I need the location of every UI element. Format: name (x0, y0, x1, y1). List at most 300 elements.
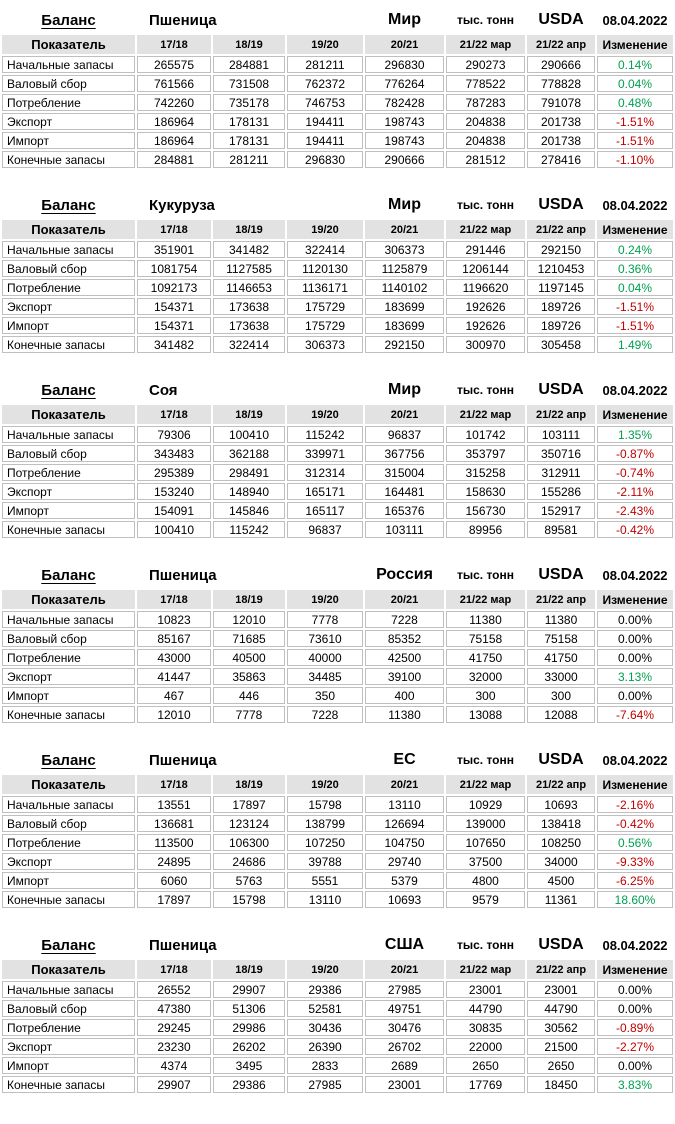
balance-table (0, 930, 675, 1095)
change-cell: -2.43% (597, 502, 673, 519)
value-cell: 30476 (365, 1019, 444, 1036)
commodity-title: Кукуруза (149, 196, 215, 214)
change-cell: -0.42% (597, 521, 673, 538)
value-cell: 746753 (287, 94, 363, 111)
value-cell: 1136171 (287, 279, 363, 296)
change-cell: 0.00% (597, 1000, 673, 1017)
value-cell: 39788 (287, 853, 363, 870)
value-cell: 40500 (213, 649, 285, 666)
value-cell: 10929 (446, 796, 525, 813)
column-header: 21/22 апр (527, 775, 595, 794)
change-cell: 0.56% (597, 834, 673, 851)
value-cell: 296830 (287, 151, 363, 168)
column-header: Изменение (597, 405, 673, 424)
indicator-cell: Конечные запасы (2, 1076, 135, 1093)
value-cell: 12010 (137, 706, 211, 723)
column-header: Изменение (597, 35, 673, 54)
column-header: 21/22 апр (527, 220, 595, 239)
balance-title-text: Баланс (41, 11, 96, 29)
value-cell: 175729 (287, 298, 363, 315)
commodity-title: Пшеница (149, 11, 217, 29)
value-cell: 341482 (213, 241, 285, 258)
change-cell: -1.51% (597, 132, 673, 149)
value-cell: 5763 (213, 872, 285, 889)
value-cell: 265575 (137, 56, 211, 73)
change-cell: 0.14% (597, 56, 673, 73)
indicator-cell: Импорт (2, 132, 135, 149)
value-cell: 467 (137, 687, 211, 704)
column-header: 18/19 (213, 405, 285, 424)
value-cell: 40000 (287, 649, 363, 666)
column-header: 21/22 апр (527, 960, 595, 979)
header-row (2, 775, 673, 794)
source-label: USDA (538, 11, 584, 28)
balance-table (0, 5, 675, 170)
value-cell: 284881 (137, 151, 211, 168)
table-row (2, 75, 673, 92)
column-header: Показатель (2, 590, 135, 609)
report-date: 08.04.2022 (602, 197, 668, 213)
column-header: 21/22 апр (527, 35, 595, 54)
change-cell: 0.24% (597, 241, 673, 258)
value-cell: 9579 (446, 891, 525, 908)
value-cell: 75158 (527, 630, 595, 647)
indicator-cell: Валовый сбор (2, 260, 135, 277)
change-cell: -1.51% (597, 113, 673, 130)
value-cell: 154371 (137, 298, 211, 315)
value-cell: 2650 (527, 1057, 595, 1074)
value-cell: 290273 (446, 56, 525, 73)
value-cell: 30562 (527, 1019, 595, 1036)
value-cell: 204838 (446, 113, 525, 130)
change-cell: 0.00% (597, 611, 673, 628)
value-cell: 152917 (527, 502, 595, 519)
value-cell: 43000 (137, 649, 211, 666)
column-header: 21/22 апр (527, 405, 595, 424)
column-header: 21/22 апр (527, 590, 595, 609)
value-cell: 295389 (137, 464, 211, 481)
change-cell: -1.51% (597, 298, 673, 315)
change-cell: -0.74% (597, 464, 673, 481)
value-cell: 89956 (446, 521, 525, 538)
change-cell: 0.48% (597, 94, 673, 111)
value-cell: 315258 (446, 464, 525, 481)
change-cell: -2.27% (597, 1038, 673, 1055)
column-header: 17/18 (137, 35, 211, 54)
value-cell: 26552 (137, 981, 211, 998)
balance-report (0, 5, 675, 1095)
value-cell: 37500 (446, 853, 525, 870)
indicator-cell: Конечные запасы (2, 706, 135, 723)
value-cell: 108250 (527, 834, 595, 851)
value-cell: 104750 (365, 834, 444, 851)
value-cell: 107250 (287, 834, 363, 851)
balance-title (2, 192, 135, 218)
balance-title-text: Баланс (41, 936, 96, 954)
title-row (2, 7, 673, 33)
value-cell: 10823 (137, 611, 211, 628)
value-cell: 158630 (446, 483, 525, 500)
header-row (2, 590, 673, 609)
value-cell: 7778 (287, 611, 363, 628)
change-cell: 3.13% (597, 668, 673, 685)
value-cell: 300970 (446, 336, 525, 353)
column-header: 17/18 (137, 590, 211, 609)
value-cell: 312314 (287, 464, 363, 481)
balance-title-text: Баланс (41, 566, 96, 584)
value-cell: 85167 (137, 630, 211, 647)
value-cell: 2650 (446, 1057, 525, 1074)
value-cell: 1081754 (137, 260, 211, 277)
value-cell: 27985 (365, 981, 444, 998)
value-cell: 742260 (137, 94, 211, 111)
value-cell: 17897 (213, 796, 285, 813)
value-cell: 7228 (287, 706, 363, 723)
table-row (2, 445, 673, 462)
commodity-title: Пшеница (149, 751, 217, 769)
value-cell: 100410 (213, 426, 285, 443)
value-cell: 290666 (527, 56, 595, 73)
value-cell: 5379 (365, 872, 444, 889)
column-header: 21/22 мар (446, 960, 525, 979)
value-cell: 154371 (137, 317, 211, 334)
table-row (2, 483, 673, 500)
column-header: 19/20 (287, 775, 363, 794)
value-cell: 278416 (527, 151, 595, 168)
indicator-cell: Начальные запасы (2, 981, 135, 998)
column-header: Показатель (2, 405, 135, 424)
region-title: Россия (376, 566, 433, 583)
value-cell: 11380 (365, 706, 444, 723)
change-cell: -2.16% (597, 796, 673, 813)
value-cell: 735178 (213, 94, 285, 111)
change-cell: 0.00% (597, 630, 673, 647)
value-cell: 71685 (213, 630, 285, 647)
value-cell: 281512 (446, 151, 525, 168)
value-cell: 201738 (527, 113, 595, 130)
value-cell: 34485 (287, 668, 363, 685)
column-header: Изменение (597, 220, 673, 239)
indicator-cell: Потребление (2, 464, 135, 481)
value-cell: 34000 (527, 853, 595, 870)
indicator-cell: Конечные запасы (2, 891, 135, 908)
balance-title (2, 747, 135, 773)
value-cell: 113500 (137, 834, 211, 851)
value-cell: 75158 (446, 630, 525, 647)
table-row (2, 853, 673, 870)
table-row (2, 336, 673, 353)
balance-table (0, 375, 675, 540)
column-header: 20/21 (365, 35, 444, 54)
indicator-cell: Валовый сбор (2, 1000, 135, 1017)
title-row (2, 747, 673, 773)
value-cell: 362188 (213, 445, 285, 462)
table-row (2, 426, 673, 443)
balance-title-text: Баланс (41, 381, 96, 399)
value-cell: 367756 (365, 445, 444, 462)
table-row (2, 891, 673, 908)
change-cell: -1.10% (597, 151, 673, 168)
region-title: Мир (388, 196, 421, 213)
column-header: 20/21 (365, 405, 444, 424)
table-row (2, 113, 673, 130)
value-cell: 49751 (365, 1000, 444, 1017)
value-cell: 343483 (137, 445, 211, 462)
table-row (2, 630, 673, 647)
value-cell: 29986 (213, 1019, 285, 1036)
value-cell: 13088 (446, 706, 525, 723)
change-cell: -0.89% (597, 1019, 673, 1036)
column-header: 19/20 (287, 590, 363, 609)
column-header: 18/19 (213, 775, 285, 794)
value-cell: 13110 (287, 891, 363, 908)
balance-title (2, 932, 135, 958)
value-cell: 7778 (213, 706, 285, 723)
report-date: 08.04.2022 (602, 382, 668, 398)
indicator-cell: Конечные запасы (2, 521, 135, 538)
value-cell: 1146653 (213, 279, 285, 296)
table-row (2, 279, 673, 296)
indicator-cell: Экспорт (2, 1038, 135, 1055)
value-cell: 17897 (137, 891, 211, 908)
indicator-cell: Импорт (2, 687, 135, 704)
value-cell: 1210453 (527, 260, 595, 277)
value-cell: 165376 (365, 502, 444, 519)
column-header: 19/20 (287, 220, 363, 239)
header-row (2, 405, 673, 424)
column-header: 21/22 мар (446, 220, 525, 239)
indicator-cell: Валовый сбор (2, 445, 135, 462)
balance-title-text: Баланс (41, 196, 96, 214)
value-cell: 154091 (137, 502, 211, 519)
header-row (2, 35, 673, 54)
table-row (2, 298, 673, 315)
region-title: ЕС (393, 751, 416, 768)
column-header: 18/19 (213, 590, 285, 609)
value-cell: 175729 (287, 317, 363, 334)
value-cell: 17769 (446, 1076, 525, 1093)
value-cell: 11380 (527, 611, 595, 628)
indicator-cell: Экспорт (2, 853, 135, 870)
value-cell: 761566 (137, 75, 211, 92)
value-cell: 79306 (137, 426, 211, 443)
region-title: Мир (388, 381, 421, 398)
value-cell: 30835 (446, 1019, 525, 1036)
table-row (2, 872, 673, 889)
value-cell: 281211 (213, 151, 285, 168)
value-cell: 139000 (446, 815, 525, 832)
table-row (2, 94, 673, 111)
indicator-cell: Начальные запасы (2, 611, 135, 628)
value-cell: 103111 (527, 426, 595, 443)
value-cell: 291446 (446, 241, 525, 258)
column-header: Показатель (2, 220, 135, 239)
table-row (2, 317, 673, 334)
value-cell: 15798 (287, 796, 363, 813)
indicator-cell: Экспорт (2, 113, 135, 130)
balance-table (0, 190, 675, 355)
indicator-cell: Потребление (2, 1019, 135, 1036)
source-label: USDA (538, 936, 584, 953)
commodity-title: Пшеница (149, 566, 217, 584)
value-cell: 27985 (287, 1076, 363, 1093)
value-cell: 96837 (365, 426, 444, 443)
change-cell: -0.42% (597, 815, 673, 832)
column-header: 18/19 (213, 960, 285, 979)
value-cell: 2833 (287, 1057, 363, 1074)
table-row (2, 1038, 673, 1055)
value-cell: 29386 (287, 981, 363, 998)
value-cell: 145846 (213, 502, 285, 519)
region-title: США (384, 936, 425, 953)
unit-label: тыс. тонн (457, 753, 515, 767)
change-cell: -0.87% (597, 445, 673, 462)
source-label: USDA (538, 751, 584, 768)
value-cell: 350 (287, 687, 363, 704)
value-cell: 10693 (365, 891, 444, 908)
indicator-cell: Потребление (2, 834, 135, 851)
indicator-cell: Конечные запасы (2, 151, 135, 168)
indicator-cell: Экспорт (2, 668, 135, 685)
value-cell: 73610 (287, 630, 363, 647)
balance-title (2, 7, 135, 33)
value-cell: 1125879 (365, 260, 444, 277)
value-cell: 41750 (446, 649, 525, 666)
value-cell: 35863 (213, 668, 285, 685)
value-cell: 315004 (365, 464, 444, 481)
column-header: 19/20 (287, 960, 363, 979)
value-cell: 1127585 (213, 260, 285, 277)
title-row (2, 562, 673, 588)
value-cell: 42500 (365, 649, 444, 666)
value-cell: 18450 (527, 1076, 595, 1093)
indicator-cell: Валовый сбор (2, 630, 135, 647)
value-cell: 165171 (287, 483, 363, 500)
value-cell: 201738 (527, 132, 595, 149)
table-row (2, 1000, 673, 1017)
header-row (2, 220, 673, 239)
value-cell: 12010 (213, 611, 285, 628)
indicator-cell: Начальные запасы (2, 796, 135, 813)
table-row (2, 1057, 673, 1074)
indicator-cell: Импорт (2, 1057, 135, 1074)
column-header: 21/22 мар (446, 590, 525, 609)
unit-label: тыс. тонн (457, 13, 515, 27)
value-cell: 85352 (365, 630, 444, 647)
value-cell: 126694 (365, 815, 444, 832)
value-cell: 281211 (287, 56, 363, 73)
value-cell: 6060 (137, 872, 211, 889)
value-cell: 300 (527, 687, 595, 704)
table-row (2, 668, 673, 685)
balance-table (0, 745, 675, 910)
value-cell: 10693 (527, 796, 595, 813)
value-cell: 1197145 (527, 279, 595, 296)
table-row (2, 464, 673, 481)
column-header: 17/18 (137, 775, 211, 794)
value-cell: 292150 (365, 336, 444, 353)
change-cell: -2.11% (597, 483, 673, 500)
value-cell: 791078 (527, 94, 595, 111)
value-cell: 22000 (446, 1038, 525, 1055)
column-header: 17/18 (137, 960, 211, 979)
source-label: USDA (538, 566, 584, 583)
table-row (2, 151, 673, 168)
value-cell: 192626 (446, 317, 525, 334)
column-header: Показатель (2, 775, 135, 794)
table-row (2, 502, 673, 519)
value-cell: 178131 (213, 113, 285, 130)
balance-table (0, 560, 675, 725)
change-cell: 0.04% (597, 279, 673, 296)
column-header: Показатель (2, 960, 135, 979)
indicator-cell: Конечные запасы (2, 336, 135, 353)
table-row (2, 521, 673, 538)
value-cell: 30436 (287, 1019, 363, 1036)
table-row (2, 56, 673, 73)
value-cell: 47380 (137, 1000, 211, 1017)
value-cell: 306373 (287, 336, 363, 353)
value-cell: 198743 (365, 113, 444, 130)
value-cell: 5551 (287, 872, 363, 889)
value-cell: 29740 (365, 853, 444, 870)
value-cell: 115242 (213, 521, 285, 538)
title-row (2, 932, 673, 958)
indicator-cell: Валовый сбор (2, 75, 135, 92)
value-cell: 173638 (213, 298, 285, 315)
value-cell: 1196620 (446, 279, 525, 296)
column-header: 20/21 (365, 775, 444, 794)
value-cell: 776264 (365, 75, 444, 92)
value-cell: 24895 (137, 853, 211, 870)
value-cell: 21500 (527, 1038, 595, 1055)
value-cell: 89581 (527, 521, 595, 538)
value-cell: 296830 (365, 56, 444, 73)
column-header: 19/20 (287, 35, 363, 54)
value-cell: 106300 (213, 834, 285, 851)
value-cell: 23230 (137, 1038, 211, 1055)
value-cell: 400 (365, 687, 444, 704)
change-cell: 0.00% (597, 687, 673, 704)
value-cell: 24686 (213, 853, 285, 870)
change-cell: -7.64% (597, 706, 673, 723)
value-cell: 12088 (527, 706, 595, 723)
value-cell: 290666 (365, 151, 444, 168)
value-cell: 39100 (365, 668, 444, 685)
value-cell: 107650 (446, 834, 525, 851)
value-cell: 194411 (287, 113, 363, 130)
column-header: Изменение (597, 960, 673, 979)
indicator-cell: Импорт (2, 502, 135, 519)
value-cell: 3495 (213, 1057, 285, 1074)
value-cell: 29386 (213, 1076, 285, 1093)
column-header: 18/19 (213, 35, 285, 54)
value-cell: 4500 (527, 872, 595, 889)
table-row (2, 796, 673, 813)
indicator-cell: Потребление (2, 649, 135, 666)
value-cell: 13110 (365, 796, 444, 813)
value-cell: 204838 (446, 132, 525, 149)
change-cell: 0.00% (597, 649, 673, 666)
balance-title (2, 377, 135, 403)
value-cell: 339971 (287, 445, 363, 462)
change-cell: -1.51% (597, 317, 673, 334)
report-date: 08.04.2022 (602, 567, 668, 583)
value-cell: 52581 (287, 1000, 363, 1017)
value-cell: 4374 (137, 1057, 211, 1074)
value-cell: 782428 (365, 94, 444, 111)
value-cell: 29907 (213, 981, 285, 998)
